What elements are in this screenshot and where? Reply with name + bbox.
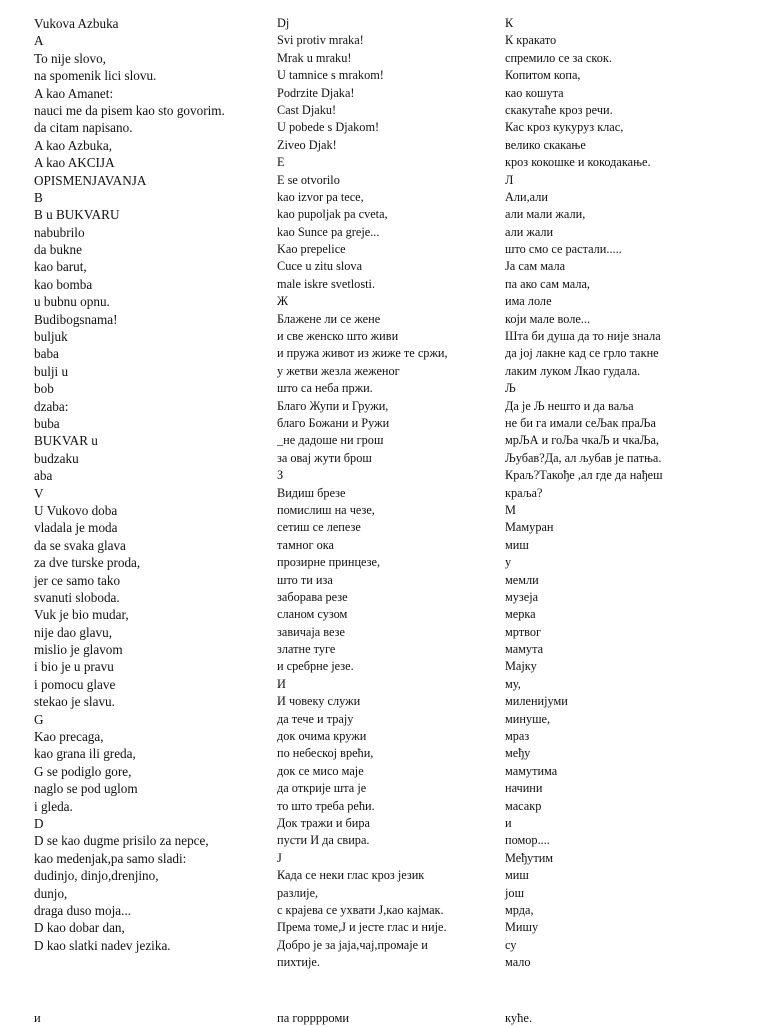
text-line: с крајева се ухвати Ј,као кајмак. — [277, 902, 444, 917]
text-line: па ако сам мала, — [505, 276, 590, 291]
text-line: што ти иза — [277, 572, 333, 587]
text-line: му, — [505, 676, 521, 691]
text-line: buba — [34, 415, 60, 431]
text-line: И — [277, 676, 286, 691]
text-line: пихтије. — [277, 955, 320, 970]
text-line: скакутаће кроз речи. — [505, 102, 613, 117]
text-line: vladala je moda — [34, 520, 118, 536]
text-line: U tamnice s mrakom! — [277, 68, 384, 83]
text-line: помор.... — [505, 833, 550, 848]
text-line: М — [505, 502, 516, 517]
text-line: dzaba: — [34, 398, 69, 414]
text-line: кроз кокошке и кокодакање. — [505, 155, 651, 170]
text-line: З — [277, 468, 284, 483]
text-line: да открије шта је — [277, 781, 367, 796]
text-line: dunjo, — [34, 885, 68, 901]
text-line: мало — [505, 955, 531, 970]
text-line: краља? — [505, 485, 543, 500]
text-line: da bukne — [34, 242, 82, 258]
text-line: Mrak u mraku! — [277, 50, 352, 65]
text-line: Podrzite Djaka! — [277, 85, 355, 100]
text-line: мерка — [505, 607, 536, 622]
text-line: OPISMENJAVANJA — [34, 172, 147, 188]
text-line: заборава резе — [277, 589, 348, 604]
text-line: kao Sunce pa greje... — [277, 224, 380, 239]
text-column-2 — [277, 15, 499, 971]
text-line: nauci me da pisem kao sto govorim. — [34, 102, 225, 118]
text-line: међу — [505, 746, 531, 761]
text-line: A kao Amanet: — [34, 85, 114, 101]
text-line: Међутим — [505, 850, 554, 865]
text-line: B — [34, 189, 43, 205]
text-line: Kao precaga, — [34, 729, 104, 745]
text-line: kao pupoljak pa cveta, — [277, 207, 388, 222]
text-column-3 — [505, 15, 745, 971]
text-line: baba — [34, 346, 59, 362]
text-line: Блажене ли се жене — [277, 311, 381, 326]
text-line: Vuk je bio mudar, — [34, 607, 129, 623]
text-line: што са неба пржи. — [277, 381, 373, 396]
text-line: aba — [34, 468, 53, 484]
text-line: nabubrilo — [34, 224, 85, 240]
text-line: draga duso moja... — [34, 902, 132, 918]
text-line: мамутима — [505, 763, 558, 778]
text-line: то што треба рећи. — [277, 798, 375, 813]
text-line: и — [505, 815, 512, 830]
text-line: Cuce u zitu slova — [277, 259, 363, 274]
text-line: у — [505, 555, 512, 570]
text-line: svanuti sloboda. — [34, 589, 120, 605]
text-line: budzaku — [34, 450, 79, 466]
text-line: начини — [505, 781, 543, 796]
text-line: Краљ?Такође ,ал где да нађеш — [505, 468, 663, 483]
text-line: да тече и трају — [277, 711, 354, 726]
text-line: Благо Жупи и Гружи, — [277, 398, 389, 413]
text-line: као кошута — [505, 85, 564, 100]
text-line: E se otvorilo — [277, 172, 340, 187]
text-line: E — [277, 155, 285, 170]
footer-line-column-1: и — [34, 1011, 41, 1025]
text-line: Budibogsnama! — [34, 311, 118, 327]
text-line: миленијуми — [505, 694, 568, 709]
text-line: dudinjo, dinjo,drenjino, — [34, 868, 159, 884]
text-line: J — [277, 850, 282, 865]
text-column-1 — [34, 15, 270, 954]
text-line: BUKVAR u — [34, 433, 98, 449]
text-line: још — [505, 885, 525, 900]
text-line: и пружа живот из жиже те сржи, — [277, 346, 448, 361]
text-line: и сребрне језе. — [277, 659, 354, 674]
text-line: Док тражи и бира — [277, 815, 370, 830]
text-line: завичаја везе — [277, 624, 345, 639]
text-line: kao medenjak,pa samo sladi: — [34, 850, 187, 866]
text-line: D kao slatki nadev jezika. — [34, 937, 171, 953]
text-line: U pobede s Djakom! — [277, 120, 380, 135]
text-line: mislio je glavom — [34, 642, 123, 658]
text-line: су — [505, 937, 517, 952]
text-line: kao barut, — [34, 259, 87, 275]
text-line: спремило се за скок. — [505, 50, 612, 65]
text-line: минуше, — [505, 711, 551, 726]
text-line: златне туге — [277, 642, 336, 657]
text-line: Добро је за јаја,чај,промаје и — [277, 937, 428, 952]
text-line: G — [34, 711, 44, 727]
text-line: na spomenik lici slovu. — [34, 68, 157, 84]
text-line: који мале воле... — [505, 311, 591, 326]
text-line: da citam napisano. — [34, 120, 133, 136]
text-line: не би га имали сеЉак праЉа — [505, 415, 656, 430]
text-line: Мамуран — [505, 520, 554, 535]
text-line: по небеској врећи, — [277, 746, 374, 761]
text-line: za dve turske proda, — [34, 555, 141, 571]
text-line: Копитом копа, — [505, 68, 581, 83]
text-line: што смо се растали..... — [505, 242, 622, 257]
text-line: има лоле — [505, 294, 552, 309]
text-line: мрда, — [505, 902, 534, 917]
text-line: i pomocu glave — [34, 676, 116, 692]
text-line: Да је Љ нешто и да ваља — [505, 398, 634, 413]
text-line: Ж — [277, 294, 289, 309]
text-line: Кас кроз кукуруз клас, — [505, 120, 624, 135]
text-line: U Vukovo doba — [34, 502, 118, 518]
text-line: али мали жали, — [505, 207, 586, 222]
text-line: док се мисо маје — [277, 763, 364, 778]
text-line: V — [34, 485, 44, 501]
footer-line-column-3: куће. — [505, 1011, 533, 1025]
text-line: док очима кружи — [277, 729, 367, 744]
text-line: D se kao dugme prisilo za nepce, — [34, 833, 209, 849]
text-line: К кракато — [505, 33, 557, 48]
text-line: благо Божани и Ружи — [277, 415, 390, 430]
text-line: миш — [505, 537, 529, 552]
text-line: Kao prepelice — [277, 242, 346, 257]
text-line: kao izvor pa tece, — [277, 189, 364, 204]
text-line: Према томе,Ј и јесте глас и није. — [277, 920, 447, 935]
text-line: D — [34, 815, 44, 831]
text-line: Када се неки глас кроз језик — [277, 868, 425, 883]
text-line: сланом сузом — [277, 607, 348, 622]
text-line: bulji u — [34, 363, 69, 379]
text-line: Ја сам мала — [505, 259, 566, 274]
text-line: stekao je slavu. — [34, 694, 115, 710]
text-line: A kao AKCIJA — [34, 155, 115, 171]
text-line: мамута — [505, 642, 544, 657]
text-line: bob — [34, 381, 54, 397]
text-line: kao bomba — [34, 276, 93, 292]
text-line: и све женско што живи — [277, 329, 399, 344]
text-line: Мајку — [505, 659, 537, 674]
text-line: тамног ока — [277, 537, 335, 552]
text-line: _не дадоше ни грош — [277, 433, 384, 448]
text-line: мрЉА и гоЉа чкаЉ и чкаЉа, — [505, 433, 659, 448]
text-line: u bubnu opnu. — [34, 294, 110, 310]
text-line: Али,али — [505, 189, 548, 204]
text-line: мраз — [505, 729, 530, 744]
text-line: Cast Djaku! — [277, 102, 337, 117]
text-line: Видиш брезе — [277, 485, 346, 500]
text-line: Ziveo Djak! — [277, 137, 337, 152]
text-line: али жали — [505, 224, 554, 239]
text-line: сетиш се лепезе — [277, 520, 361, 535]
text-line: naglo se pod uglom — [34, 781, 138, 797]
text-line: Мишу — [505, 920, 539, 935]
text-line: i gleda. — [34, 798, 73, 814]
text-line: мемли — [505, 572, 539, 587]
text-line: Л — [505, 172, 514, 187]
text-line: разлије, — [277, 885, 319, 900]
text-line: помислиш на чезе, — [277, 502, 375, 517]
text-line: Svi protiv mraka! — [277, 33, 364, 48]
text-line: Шта би душа да то није знала — [505, 329, 661, 344]
text-line: мртвог — [505, 624, 542, 639]
text-line: К — [505, 16, 514, 30]
text-line: A kao Azbuka, — [34, 137, 113, 153]
text-line: велико скакање — [505, 137, 586, 152]
text-line: da se svaka glava — [34, 537, 126, 553]
text-line: прозирне принцезе, — [277, 555, 381, 570]
text-line: И човеку служи — [277, 694, 361, 709]
text-line: B u BUKVARU — [34, 207, 120, 223]
text-line: To nije slovo, — [34, 50, 106, 66]
text-line: музеја — [505, 589, 539, 604]
text-line: G se podiglo gore, — [34, 763, 132, 779]
text-line: лаким луком Лкао гудала. — [505, 363, 641, 378]
text-line: Љ — [505, 381, 516, 396]
text-line: Vukova Azbuka — [34, 16, 119, 31]
text-line: jer ce samo tako — [34, 572, 121, 588]
text-line: за овај жути брош — [277, 450, 372, 465]
text-line: у жетви жезла жеженог — [277, 363, 400, 378]
text-line: Dj — [277, 16, 290, 30]
footer-line-column-2: па горррроми — [277, 1011, 350, 1025]
text-line: D kao dobar dan, — [34, 920, 125, 936]
text-line: nije dao glavu, — [34, 624, 113, 640]
text-line: миш — [505, 868, 529, 883]
text-line: да јој лакне кад се грло такне — [505, 346, 659, 361]
text-line: buljuk — [34, 329, 68, 345]
text-line: A — [34, 33, 44, 49]
text-line: Љубав?Да, ал љубав је патња. — [505, 450, 662, 465]
text-line: масакр — [505, 798, 542, 813]
text-line: i bio je u pravu — [34, 659, 114, 675]
text-line: male iskre svetlosti. — [277, 276, 376, 291]
text-line: пусти И да свира. — [277, 833, 370, 848]
text-line: kao grana ili greda, — [34, 746, 136, 762]
